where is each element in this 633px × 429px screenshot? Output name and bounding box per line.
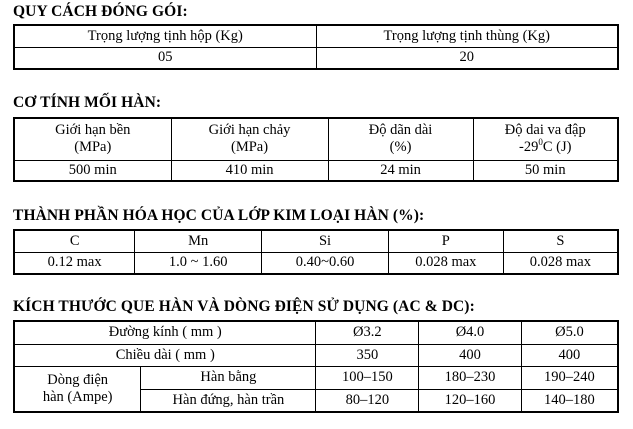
chem-value-mn: 1.0 ~ 1.60 [135, 252, 262, 274]
tensile-strength-header [14, 118, 171, 160]
yield-strength-label: Giới hạn chảy [208, 122, 291, 139]
tensile-strength-unit: (MPa) [74, 139, 112, 156]
chem-value-s: 0.028 max [503, 252, 618, 274]
diameter-label: Đường kính ( mm ) [14, 321, 316, 344]
length-4-0: 400 [419, 344, 522, 366]
welding-current-label [14, 366, 141, 412]
vertical-current-5-0: 140–180 [521, 389, 618, 412]
packing-heading: QUY CÁCH ĐÓNG GÓI: [13, 3, 188, 20]
chem-header-p: P [388, 230, 503, 252]
weld-mechanics-heading: CƠ TÍNH MỐI HÀN: [13, 94, 162, 111]
flat-welding-label: Hàn bằng [141, 366, 316, 389]
vertical-current-3-2: 80–120 [316, 389, 419, 412]
packing-table [13, 24, 619, 70]
length-3-2: 350 [316, 344, 419, 366]
welding-current-label-line1: Dòng điện [47, 371, 109, 388]
yield-strength-value: 410 min [171, 160, 328, 181]
impact-toughness-header [473, 118, 618, 160]
weld-mechanics-table [13, 117, 619, 182]
elongation-unit: (%) [389, 139, 412, 156]
elongation-label: Độ dãn dài [368, 122, 433, 139]
elongation-header [328, 118, 473, 160]
chem-value-c: 0.12 max [14, 252, 135, 274]
diameter-4-0: Ø4.0 [419, 321, 522, 344]
tensile-strength-label: Giới hạn bền [55, 122, 131, 139]
length-label: Chiều dài ( mm ) [14, 344, 316, 366]
vertical-overhead-label: Hàn đứng, hàn trần [141, 389, 316, 412]
chem-value-p: 0.028 max [388, 252, 503, 274]
chem-value-si: 0.40~0.60 [262, 252, 389, 274]
length-5-0: 400 [521, 344, 618, 366]
impact-toughness-unit: $-29^0C$ (J) [519, 137, 572, 156]
chem-header-s: S [503, 230, 618, 252]
chemistry-heading: THÀNH PHẦN HÓA HỌC CỦA LỚP KIM LOẠI HÀN (%): [13, 207, 425, 224]
diameter-5-0: Ø5.0 [521, 321, 618, 344]
flat-current-3-2: 100–150 [316, 366, 419, 389]
impact-toughness-label: Độ dai va đập [504, 122, 586, 139]
welding-current-label-line2: hàn (Ampe) [42, 388, 113, 405]
packing-value-box-weight: 05 [14, 47, 316, 69]
yield-strength-unit: (MPa) [231, 139, 269, 156]
chem-header-si: Si [262, 230, 389, 252]
diameter-3-2: Ø3.2 [316, 321, 419, 344]
flat-current-5-0: 190–240 [521, 366, 618, 389]
packing-header-carton-weight: Trọng lượng tịnh thùng (Kg) [316, 25, 618, 47]
tensile-strength-value: 500 min [14, 160, 171, 181]
elongation-value: 24 min [328, 160, 473, 181]
sizes-heading: KÍCH THƯỚC QUE HÀN VÀ DÒNG ĐIỆN SỬ DỤNG (AC & DC): [13, 298, 475, 315]
chemistry-table [13, 229, 619, 275]
chem-header-c: C [14, 230, 135, 252]
yield-strength-header [171, 118, 328, 160]
packing-value-carton-weight: 20 [316, 47, 618, 69]
flat-current-4-0: 180–230 [419, 366, 522, 389]
packing-header-box-weight: Trọng lượng tịnh hộp (Kg) [14, 25, 316, 47]
vertical-current-4-0: 120–160 [419, 389, 522, 412]
chem-header-mn: Mn [135, 230, 262, 252]
impact-toughness-value: 50 min [473, 160, 618, 181]
sizes-table [13, 320, 619, 413]
